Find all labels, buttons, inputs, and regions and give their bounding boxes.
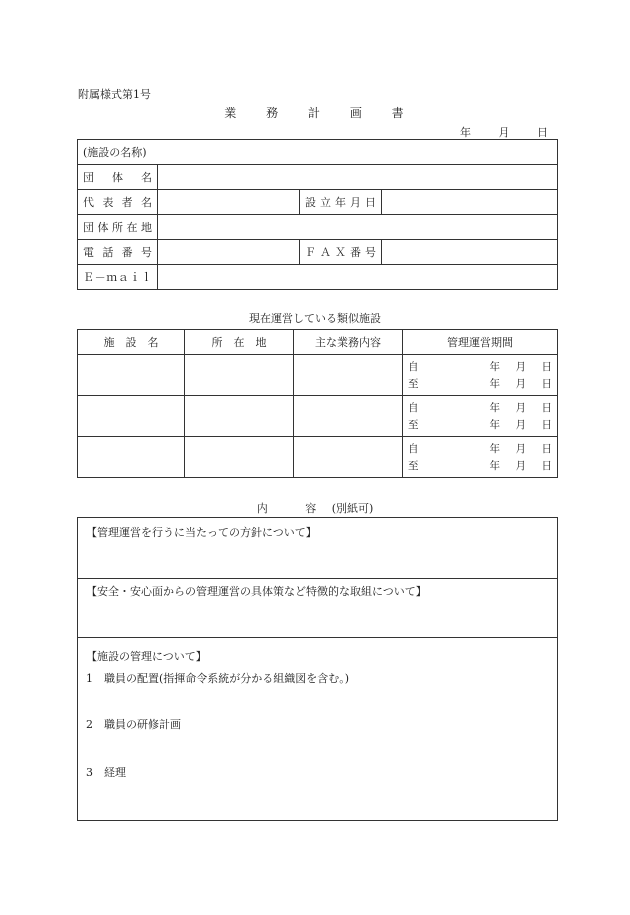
location-cell[interactable]	[185, 396, 294, 437]
main-work-cell[interactable]	[294, 437, 403, 478]
org-name-field[interactable]	[158, 165, 558, 190]
safety-section[interactable]	[77, 577, 558, 638]
basic-info-table	[77, 139, 558, 290]
col-header-facility-name: 施 設 名	[78, 330, 185, 355]
representative-label: 代 表 者 名	[78, 190, 158, 215]
period-to-label: 至	[408, 460, 419, 472]
staff-placement-item: 1 職員の配置(指揮命令系統が分かる組織図を含む。)	[86, 672, 350, 685]
period-month-label: 月	[515, 402, 526, 414]
period-year-label: 年	[489, 460, 500, 472]
accounting-item: 3 経理	[86, 766, 126, 779]
facility-name-cell[interactable]	[78, 437, 185, 478]
main-work-cell[interactable]	[294, 396, 403, 437]
representative-field[interactable]	[158, 190, 300, 215]
period-year-label: 年	[489, 419, 500, 431]
email-field[interactable]	[158, 265, 558, 290]
table-row	[78, 437, 558, 478]
period-to-label: 至	[408, 419, 419, 431]
period-day-label: 日	[541, 361, 552, 373]
policy-section[interactable]	[77, 517, 558, 579]
period-day-label: 日	[541, 419, 552, 431]
address-field[interactable]	[158, 215, 558, 240]
facility-name-cell[interactable]	[78, 355, 185, 396]
col-header-main-work: 主な業務内容	[294, 330, 403, 355]
period-to-label: 至	[408, 378, 419, 390]
period-month-label: 月	[515, 460, 526, 472]
period-month-label: 月	[515, 361, 526, 373]
contents-title-a: 内	[256, 502, 268, 515]
phone-label: 電 話 番 号	[78, 240, 158, 265]
established-field[interactable]	[382, 190, 558, 215]
facility-management-section[interactable]	[77, 637, 558, 821]
period-cell[interactable]	[403, 437, 558, 478]
policy-section-heading: 【管理運営を行うに当たっての方針について】	[86, 526, 317, 539]
period-from-label: 自	[408, 443, 419, 455]
title-char: 務	[266, 106, 281, 120]
date-year: 年	[460, 126, 471, 139]
fax-label: Ｆ Ａ Ｘ 番 号	[300, 240, 382, 265]
established-label: 設 立 年 月 日	[300, 190, 382, 215]
period-from-label: 自	[408, 361, 419, 373]
facility-management-heading: 【施設の管理について】	[86, 650, 207, 663]
period-month-label: 月	[515, 378, 526, 390]
safety-section-heading: 【安全・安心面からの管理運営の具体策など特徴的な取組について】	[86, 585, 427, 598]
period-day-label: 日	[541, 443, 552, 455]
date-line	[436, 124, 548, 140]
similar-facilities-title: 現在運営している類似施設	[249, 312, 381, 325]
form-number: 附属様式第1号	[78, 88, 151, 101]
table-row	[78, 396, 558, 437]
col-header-location: 所 在 地	[185, 330, 294, 355]
phone-field[interactable]	[158, 240, 300, 265]
contents-title-note: (別紙可)	[331, 502, 374, 515]
location-cell[interactable]	[185, 437, 294, 478]
date-month: 月	[498, 126, 510, 139]
staff-training-item: 2 職員の研修計画	[86, 718, 181, 731]
period-day-label: 日	[541, 402, 552, 414]
period-from-label: 自	[408, 402, 419, 414]
title-char: 計	[307, 106, 322, 120]
facility-name-label: (施設の名称)	[78, 140, 558, 165]
period-month-label: 月	[515, 443, 526, 455]
contents-title-b: 容	[305, 502, 317, 515]
title-char: 業	[224, 106, 239, 120]
period-month-label: 月	[515, 419, 526, 431]
date-day: 日	[537, 126, 548, 139]
title-char: 画	[349, 106, 364, 120]
period-year-label: 年	[489, 361, 500, 373]
contents-title	[0, 500, 630, 516]
location-cell[interactable]	[185, 355, 294, 396]
document-title	[0, 104, 630, 121]
period-cell[interactable]	[403, 396, 558, 437]
table-row	[78, 355, 558, 396]
title-char: 書	[391, 106, 406, 120]
main-work-cell[interactable]	[294, 355, 403, 396]
facility-name-cell[interactable]	[78, 396, 185, 437]
period-cell[interactable]	[403, 355, 558, 396]
fax-field[interactable]	[382, 240, 558, 265]
col-header-period: 管理運営期間	[403, 330, 558, 355]
org-name-label: 団 体 名	[78, 165, 158, 190]
period-day-label: 日	[541, 460, 552, 472]
similar-facilities-table	[77, 329, 558, 478]
period-year-label: 年	[489, 378, 500, 390]
period-year-label: 年	[489, 443, 500, 455]
address-label: 団 体 所 在 地	[78, 215, 158, 240]
period-day-label: 日	[541, 378, 552, 390]
period-year-label: 年	[489, 402, 500, 414]
email-label: Ｅ － ｍ ａ ｉ ｌ	[78, 265, 158, 290]
